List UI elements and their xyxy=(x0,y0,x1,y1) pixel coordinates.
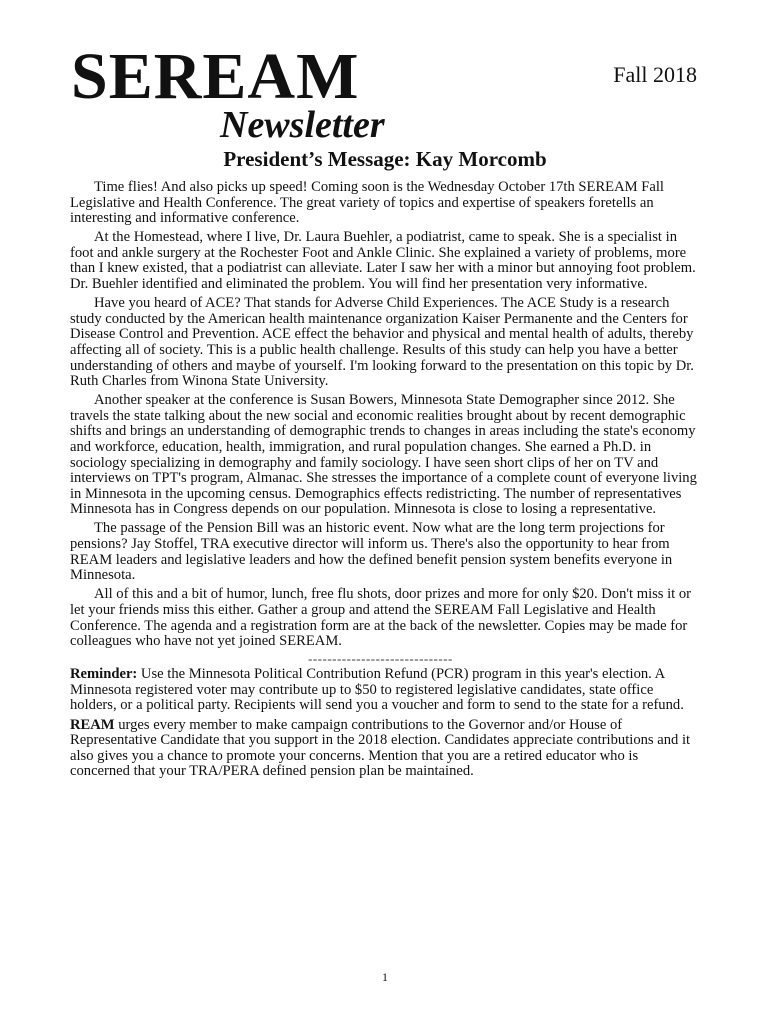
page-number: 1 xyxy=(382,970,388,984)
note-text: urges every member to make campaign contributions to the Governor and/or House of Representative Candidate that you support in the 2018 election. Candidates appreciate contributions and it also gives you a chance to promote your concerns. Mention that you are a retired educator who is concerned that your TRA/PERA defined pension plan be maintained. xyxy=(70,716,691,780)
section-divider: ------------------------------ xyxy=(308,651,453,667)
ream-note xyxy=(70,718,698,780)
reminder-note xyxy=(70,667,698,714)
note-text: Use the Minnesota Political Contribution Refund (PCR) program in this year's election. A Minnesota registered voter may contribute up to $50 to registered legislative candidates, state office holders, or a political party. Recipients will send you a voucher and form to send to the state for a refund. xyxy=(70,666,684,714)
paragraph: The passage of the Pension Bill was an historic event. Now what are the long term projections for pensions? Jay Stoffel, TRA executive director will inform us. There's also the opportunity to hear from REAM leaders and legislative leaders and how the defined benefit pension system benefits everyone in Minnesota. xyxy=(70,520,673,584)
newsletter-subtitle: Newsletter xyxy=(220,104,385,146)
paragraph: Time flies! And also picks up speed! Coming soon is the Wednesday October 17th SEREAM Fall Legislative and Health Conference. The great variety of topics and expertise of speakers foretells an interesting and informative conference. xyxy=(70,179,664,227)
edition-label: Fall 2018 xyxy=(613,62,697,87)
paragraph: Another speaker at the conference is Susan Bowers, Minnesota State Demographer since 2012. She travels the state talking about the new social and economic realities brought about by recent demographic shifts and brings an understanding of demographic trends to changes in areas including the state's economy and workforce, education, health, immigration, and rural population changes. She earned a Ph.D. in sociology specializing in demography and family sociology. I have seen short clips of her on TV and interviews on TPT's program, Almanac. She stresses the importance of a complete count of everyone living in Minnesota in the upcoming census. Demographics effects redistricting. The number of representatives Minnesota has in Congress depends on our population. Minnesota is close to losing a representative. xyxy=(70,392,697,518)
paragraph: Have you heard of ACE? That stands for Adverse Child Experiences. The ACE Study is a research study conducted by the American health maintenance organization Kaiser Permanente and the Centers for Disease Control and Prevention. ACE effect the behavior and physical and mental health of adults, thereby affecting all of society. This is a public health challenge. Results of this study can help you have a better understanding of others and maybe of yourself. I'm looking forward to the presentation on this topic by Dr. Ruth Charles from Winona State University. xyxy=(70,295,694,390)
masthead xyxy=(71,40,711,149)
note-lead: REAM xyxy=(70,716,115,733)
paragraph: At the Homestead, where I live, Dr. Laura Buehler, a podiatrist, came to speak. She is a specialist in foot and ankle surgery at the Rochester Foot and Ankle Clinic. She explained a variety of problems, more than I knew existed, that a podiatrist can alleviate. Later I saw her with a minor but annoying foot problem. Dr. Buehler identified and eliminated the problem. You will find her presentation very informative. xyxy=(70,229,696,293)
paragraph: All of this and a bit of humor, lunch, free flu shots, door prizes and more for only $20. Don't miss it or let your friends miss this either. Gather a group and attend the SEREAM Fall Legislative and Health Conference. The agenda and a registration form are at the back of the newsletter. Copies may be made for colleagues who have not yet joined SEREAM. xyxy=(70,586,692,650)
article-body xyxy=(70,180,698,783)
organization-name: SEREAM xyxy=(71,40,360,113)
article-heading: President’s Message: Kay Morcomb xyxy=(223,147,547,171)
note-lead: Reminder: xyxy=(70,666,138,683)
